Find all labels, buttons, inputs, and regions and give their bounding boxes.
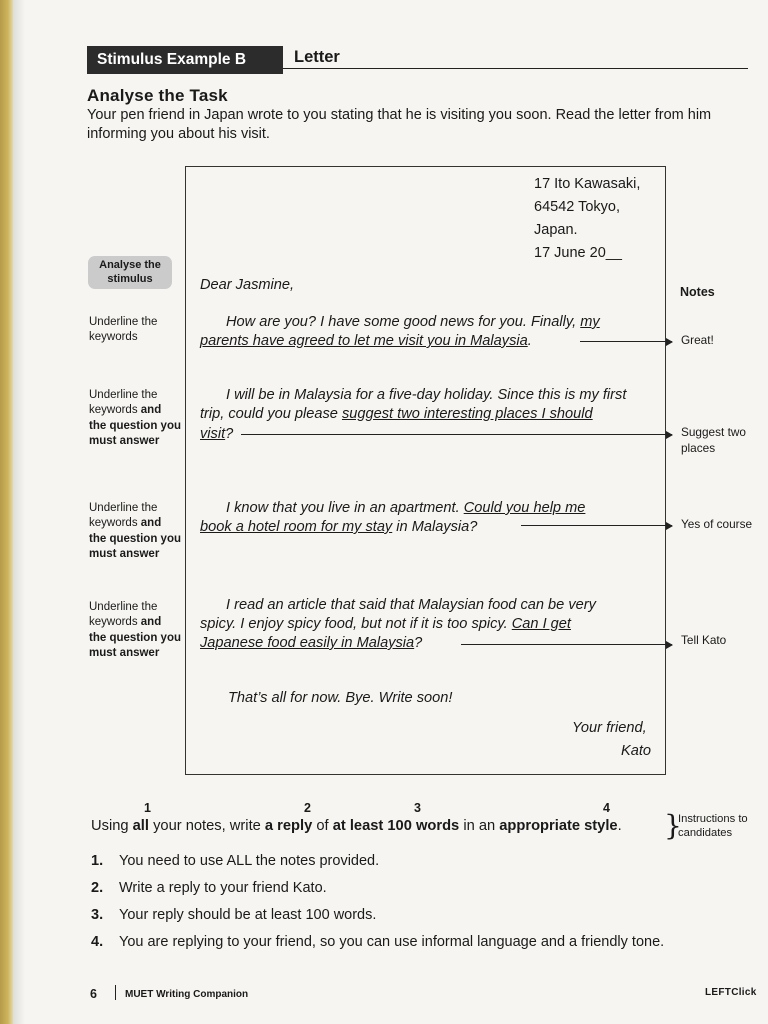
publisher-logo: LEFTClick: [705, 987, 757, 998]
note-3: Yes of course: [681, 517, 753, 531]
section-title: Letter: [294, 48, 340, 66]
book-binding-edge: [0, 0, 13, 1024]
p4-keyword-b: Japanese food easily in Malaysia: [200, 635, 415, 651]
side-note-3-and: and: [140, 517, 162, 530]
task-heading: Analyse the Task: [87, 86, 228, 105]
side-note-2: [89, 388, 181, 450]
list-number-2: 2.: [91, 880, 104, 896]
brace-icon: }: [664, 809, 682, 842]
letter-date: 17 June 20__: [534, 245, 622, 261]
arrow-1: [580, 341, 672, 342]
paragraph-4-line-2: [200, 616, 571, 632]
p2-keyword-b: visit: [200, 426, 226, 442]
address-line-2: 64542 Tokyo,: [534, 199, 620, 215]
p4-text: spicy. I enjoy spicy food, but not if it is too spicy.: [200, 616, 512, 632]
list-item-3: Your reply should be at least 100 words.: [119, 907, 377, 923]
paragraph-3-line-1: [226, 500, 585, 516]
paragraph-2-line-3: [200, 426, 233, 442]
instruction-number-1: 1: [144, 801, 151, 815]
p1-keyword-a: my: [580, 314, 600, 330]
paragraph-1-line-2: [200, 333, 532, 349]
paragraph-4-line-3: [200, 635, 422, 651]
note-1: Great!: [681, 333, 714, 347]
p3-keyword-b: book a hotel room for my stay: [200, 519, 393, 535]
list-number-1: 1.: [91, 853, 104, 869]
instr-text-5: .: [617, 818, 622, 834]
side-note-2-and: and: [140, 404, 162, 417]
arrow-2: [241, 434, 672, 435]
p4-keyword-a: Can I get: [511, 616, 571, 632]
letter-salutation: Dear Jasmine,: [200, 277, 295, 293]
instr-bold-style: appropriate style: [499, 818, 618, 834]
list-item-4: You are replying to your friend, so you can use informal language and a friendly tone.: [119, 934, 665, 950]
p4-end: ?: [414, 635, 423, 651]
footer-separator: [115, 985, 116, 1000]
instr-text-3: of: [312, 818, 333, 834]
p2-text: trip, could you please: [200, 406, 342, 422]
letter-signature: Kato: [621, 743, 652, 759]
side-note-2-bold: the question you must answer: [89, 419, 181, 448]
p3-end: in Malaysia?: [392, 519, 478, 535]
list-item-1: You need to use ALL the notes provided.: [119, 853, 380, 869]
p1-keyword-b: parents have agreed to let me visit you in Malaysia: [200, 333, 528, 349]
side-note-3: [89, 501, 181, 563]
p2-end: ?: [225, 426, 234, 442]
instr-bold-reply: a reply: [264, 818, 313, 834]
side-note-4: [89, 600, 181, 662]
instr-text-4: in an: [459, 818, 500, 834]
list-item-2: Write a reply to your friend Kato.: [119, 880, 327, 896]
p3-keyword-a: Could you help me: [463, 500, 586, 516]
paragraph-2-line-2: [200, 406, 593, 422]
p1-end: .: [527, 333, 532, 349]
p1-text: How are you? I have some good news for you. Finally,: [226, 314, 581, 330]
side-note-4-and: and: [140, 616, 162, 629]
note-4: Tell Kato: [681, 633, 727, 647]
letter-signoff: Your friend,: [572, 720, 647, 736]
instr-bold-words: at least 100 words: [332, 818, 460, 834]
letter-closing: That’s all for now. Bye. Write soon!: [228, 690, 453, 706]
analyse-stimulus-badge: Analyse the stimulus: [88, 256, 172, 289]
p3-text: I know that you live in an apartment.: [226, 500, 464, 516]
instruction-number-2: 2: [304, 801, 311, 815]
list-number-3: 3.: [91, 907, 104, 923]
p2-keyword-a: suggest two interesting places I should: [341, 406, 593, 422]
note-2: Suggest two places: [681, 425, 746, 455]
task-description: Your pen friend in Japan wrote to you stating that he is visiting you soon. Read the letter from him informing you about his visit.: [87, 107, 712, 142]
list-number-4: 4.: [91, 934, 104, 950]
notes-heading: Notes: [680, 285, 715, 299]
instr-bold-all: all: [132, 818, 149, 834]
paragraph-4-line-1: I read an article that said that Malaysian food can be very: [226, 597, 596, 613]
instruction-sentence: [91, 818, 622, 834]
paragraph-3-line-2: [200, 519, 477, 535]
book-title: MUET Writing Companion: [125, 989, 249, 1000]
section-tab: Stimulus Example B: [87, 46, 283, 74]
paragraph-2-line-1: I will be in Malaysia for a five-day holiday. Since this is my first: [226, 387, 627, 403]
page-number: 6: [90, 987, 97, 1001]
side-note-1: Underline the keywords: [89, 316, 158, 344]
instruction-number-3: 3: [414, 801, 421, 815]
instruction-number-4: 4: [603, 801, 610, 815]
side-note-3-text: Underline the keywords: [89, 502, 158, 530]
arrow-3: [521, 525, 672, 526]
instr-text-2: your notes, write: [148, 818, 265, 834]
side-note-4-text: Underline the keywords: [89, 601, 158, 629]
instr-text-1: Using: [91, 818, 133, 834]
side-note-2-text: Underline the keywords: [89, 389, 158, 417]
address-line-3: Japan.: [534, 222, 578, 238]
address-line-1: 17 Ito Kawasaki,: [534, 176, 641, 192]
side-note-3-bold: the question you must answer: [89, 532, 181, 561]
side-note-4-bold: the question you must answer: [89, 631, 181, 660]
header-rule: [283, 68, 748, 69]
binding-shadow: [13, 0, 25, 1024]
paragraph-1-line-1: [226, 314, 600, 330]
arrow-4: [461, 644, 672, 645]
instructions-to-candidates-label: Instructions to candidates: [678, 813, 748, 839]
